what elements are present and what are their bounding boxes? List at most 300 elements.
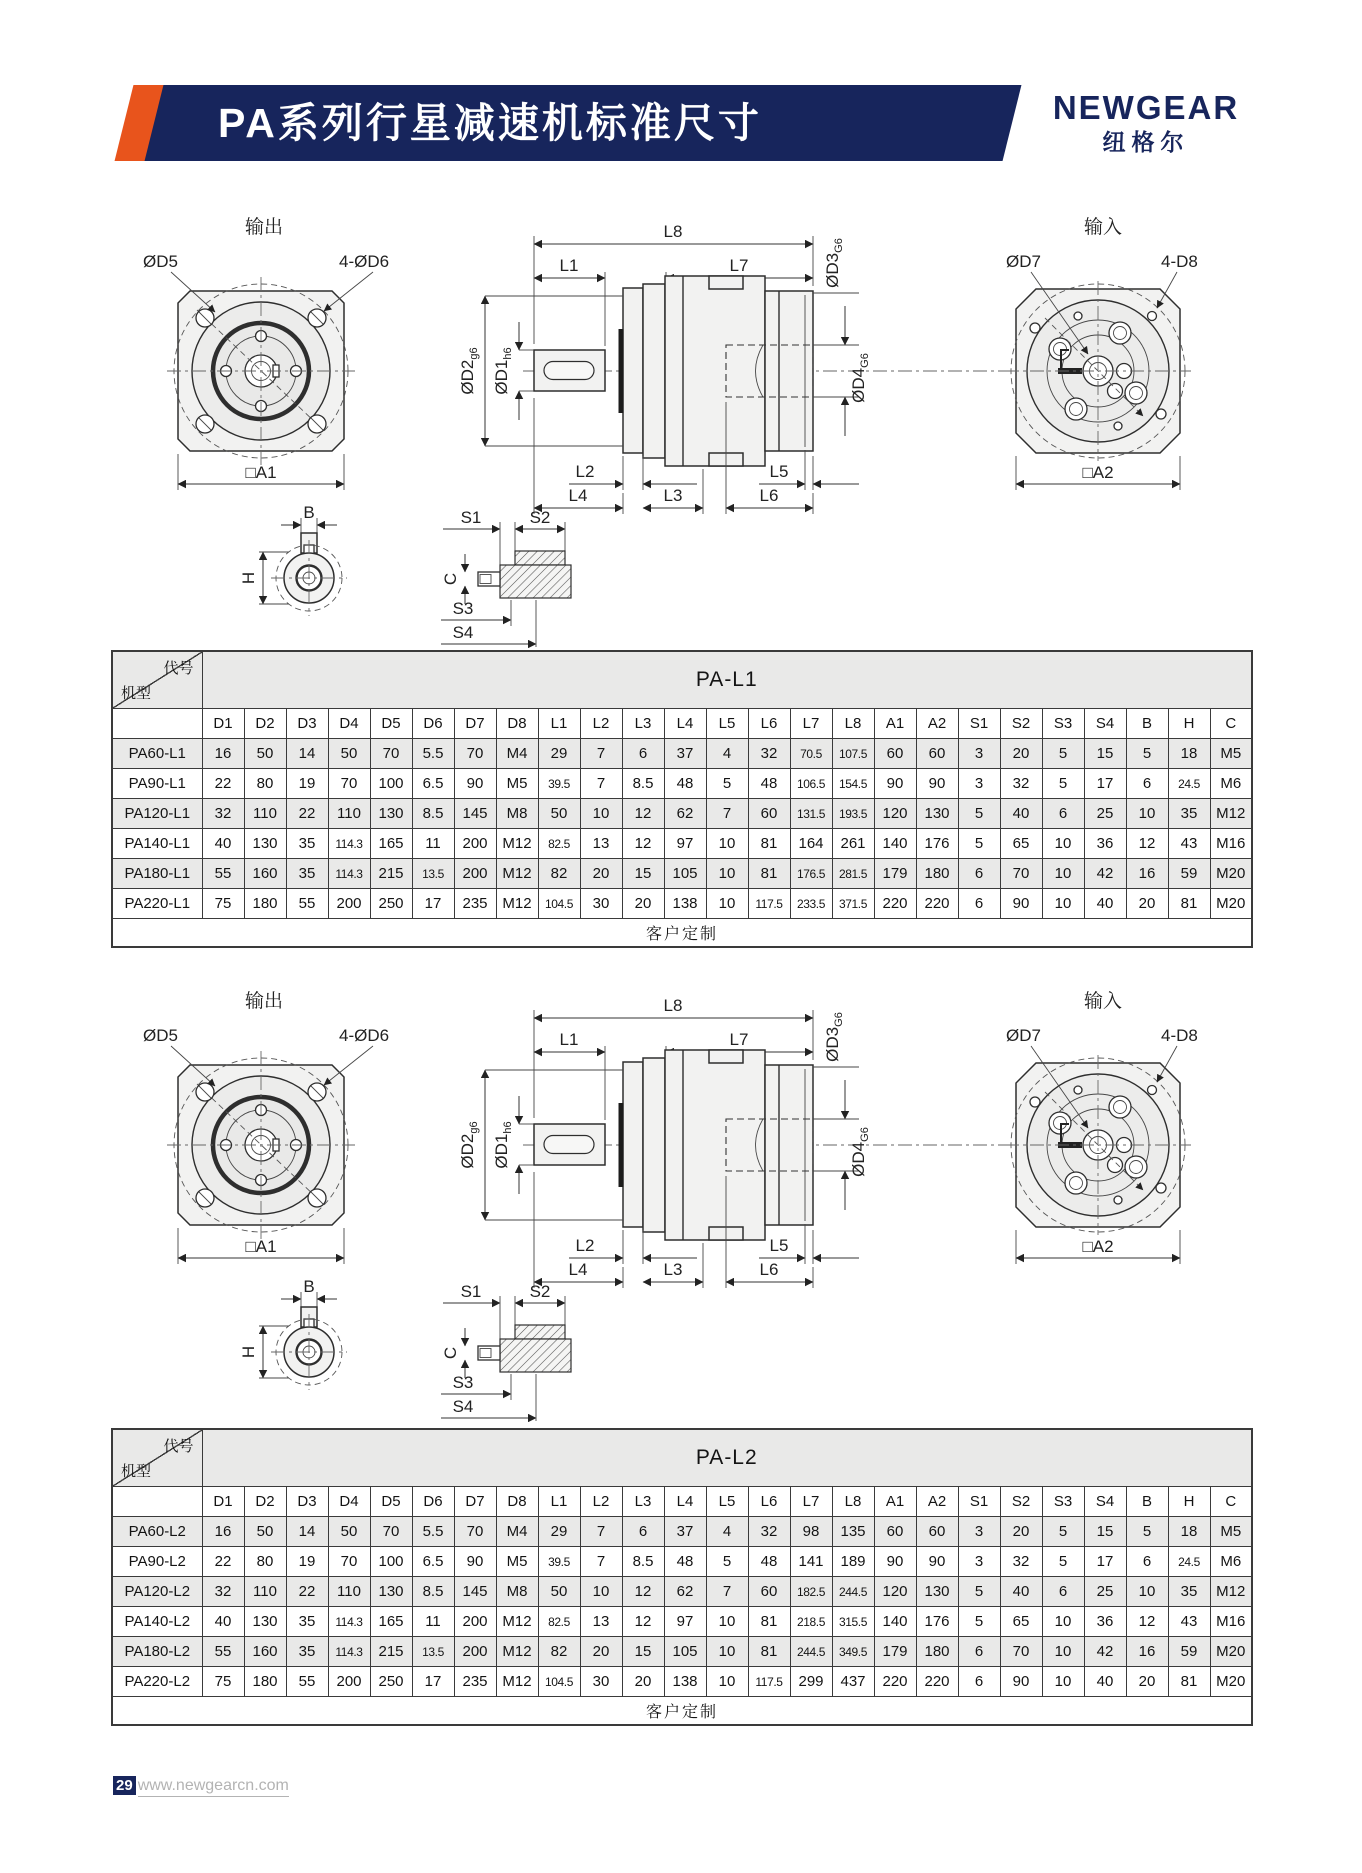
table-value-cell: 6 — [1126, 769, 1168, 799]
table-value-cell: 20 — [580, 1637, 622, 1667]
table-value-cell: 250 — [370, 889, 412, 919]
table-value-cell: 7 — [580, 739, 622, 769]
table-value-cell: 12 — [622, 799, 664, 829]
label-l4: L4 — [568, 1260, 588, 1279]
table-value-cell: 117.5 — [748, 889, 790, 919]
table-value-cell: 80 — [244, 769, 286, 799]
column-header: L4 — [664, 1487, 706, 1517]
column-header: H — [1168, 709, 1210, 739]
table-value-cell: 70.5 — [790, 739, 832, 769]
column-header: D4 — [328, 709, 370, 739]
table-value-cell: 165 — [370, 829, 412, 859]
table-value-cell: M20 — [1210, 1637, 1252, 1667]
table-row — [112, 1517, 1252, 1547]
label-d5: ØD5 — [143, 1026, 178, 1045]
column-header: D8 — [496, 1487, 538, 1517]
table-value-cell: 40 — [1084, 889, 1126, 919]
table-value-cell: 7 — [580, 1517, 622, 1547]
table-value-cell: 32 — [202, 799, 244, 829]
table-value-cell: 7 — [580, 1547, 622, 1577]
label-l5: L5 — [769, 1236, 789, 1255]
table-value-cell: 5 — [1126, 739, 1168, 769]
table-value-cell: 50 — [328, 1517, 370, 1547]
table-value-cell: 32 — [748, 1517, 790, 1547]
table-value-cell: 5 — [1042, 1547, 1084, 1577]
table-value-cell: 10 — [1042, 889, 1084, 919]
table-value-cell: 20 — [1000, 739, 1042, 769]
column-header: D1 — [202, 1487, 244, 1517]
table-value-cell: 105 — [664, 1637, 706, 1667]
column-header: D7 — [454, 709, 496, 739]
table-value-cell: 3 — [958, 739, 1000, 769]
column-header: S3 — [1042, 709, 1084, 739]
table-value-cell: 10 — [1042, 829, 1084, 859]
input-view-title: 输入 — [1083, 217, 1123, 238]
table-value-cell: 110 — [244, 799, 286, 829]
table-value-cell: 8.5 — [412, 799, 454, 829]
table-value-cell: 5 — [706, 1547, 748, 1577]
table-value-cell: 82 — [538, 1637, 580, 1667]
column-header: D5 — [370, 1487, 412, 1517]
table-value-cell: M20 — [1210, 859, 1252, 889]
table-value-cell: 7 — [706, 1577, 748, 1607]
spec-table — [111, 1428, 1253, 1726]
label-a1: □A1 — [245, 463, 277, 482]
table-value-cell: M5 — [496, 769, 538, 799]
brand-logo — [1032, 89, 1260, 157]
label-l6: L6 — [759, 1260, 779, 1279]
table-value-cell: 48 — [664, 769, 706, 799]
table-value-cell: M5 — [1210, 1517, 1252, 1547]
table-value-cell: 16 — [1126, 1637, 1168, 1667]
table-value-cell: 114.3 — [328, 1607, 370, 1637]
corner-label-top: 代号 — [163, 1438, 194, 1455]
table-value-cell: 189 — [832, 1547, 874, 1577]
table-title: PA-L2 — [202, 1429, 1252, 1487]
label-l3: L3 — [663, 486, 683, 505]
table-value-cell: 130 — [370, 1577, 412, 1607]
table-value-cell: 120 — [874, 799, 916, 829]
table-value-cell: 138 — [664, 889, 706, 919]
label-h: H — [239, 571, 258, 585]
column-header: D3 — [286, 709, 328, 739]
table-value-cell: 6 — [1042, 1577, 1084, 1607]
table-value-cell: 20 — [1000, 1517, 1042, 1547]
table-value-cell: 16 — [202, 739, 244, 769]
table-value-cell: 35 — [286, 1607, 328, 1637]
table-value-cell: 70 — [370, 739, 412, 769]
label-d6: 4-ØD6 — [339, 1026, 390, 1045]
column-header: D8 — [496, 709, 538, 739]
table-value-cell: 6.5 — [412, 769, 454, 799]
table-value-cell: 220 — [874, 889, 916, 919]
table-value-cell: M20 — [1210, 889, 1252, 919]
table-value-cell: 8.5 — [412, 1577, 454, 1607]
label-d6: 4-ØD6 — [339, 252, 390, 271]
table-value-cell: 15 — [1084, 739, 1126, 769]
table-value-cell: 60 — [916, 739, 958, 769]
column-header: S2 — [1000, 1487, 1042, 1517]
table-value-cell: 250 — [370, 1667, 412, 1697]
table-value-cell: 5 — [958, 1607, 1000, 1637]
table-value-cell: 90 — [916, 769, 958, 799]
label-a1: □A1 — [245, 1237, 277, 1256]
key-detail-view — [239, 1277, 347, 1390]
corner-label-bottom: 机型 — [121, 1463, 152, 1480]
column-header: D7 — [454, 1487, 496, 1517]
table-value-cell: 50 — [538, 1577, 580, 1607]
label-l7: L7 — [729, 1030, 749, 1049]
table-value-cell: M12 — [496, 1637, 538, 1667]
table-value-cell: 22 — [286, 1577, 328, 1607]
column-header: S1 — [958, 1487, 1000, 1517]
table-model-cell: PA140-L1 — [112, 829, 202, 859]
table-value-cell: 59 — [1168, 1637, 1210, 1667]
table-model-cell: PA220-L1 — [112, 889, 202, 919]
column-header: A1 — [874, 709, 916, 739]
column-header: B — [1126, 1487, 1168, 1517]
side-view — [458, 996, 1019, 1288]
table-value-cell: 18 — [1168, 739, 1210, 769]
label-l7: L7 — [729, 256, 749, 275]
table-value-cell: 5 — [706, 769, 748, 799]
table-value-cell: M4 — [496, 739, 538, 769]
table-value-cell: 90 — [454, 1547, 496, 1577]
table-value-cell: 141 — [790, 1547, 832, 1577]
table-value-cell: 25 — [1084, 1577, 1126, 1607]
label-c: C — [441, 1346, 460, 1360]
table-value-cell: M16 — [1210, 829, 1252, 859]
table-value-cell: 15 — [622, 859, 664, 889]
table-value-cell: 5 — [1126, 1517, 1168, 1547]
input-view — [1005, 990, 1198, 1264]
side-view — [458, 222, 1019, 514]
table-value-cell: 59 — [1168, 859, 1210, 889]
drawing-section-pa-l2 — [111, 962, 1251, 1422]
website-url: www.newgearcn.com — [138, 1776, 289, 1797]
label-c: C — [441, 572, 460, 586]
table-value-cell: M12 — [1210, 799, 1252, 829]
table-value-cell: 6.5 — [412, 1547, 454, 1577]
label-d7: ØD7 — [1006, 252, 1041, 271]
table-value-cell: 182.5 — [790, 1577, 832, 1607]
table-value-cell: 22 — [202, 1547, 244, 1577]
table-value-cell: 200 — [454, 1637, 496, 1667]
table-row — [112, 889, 1252, 919]
table-value-cell: 105 — [664, 859, 706, 889]
corner-label-bottom: 机型 — [121, 685, 152, 702]
table-value-cell: 5.5 — [412, 739, 454, 769]
dimension-table-pa-l1 — [111, 650, 1251, 948]
table-value-cell: 17 — [1084, 769, 1126, 799]
label-d1: $ØD1_{h6}$ — [492, 1121, 514, 1169]
table-value-cell: 114.3 — [328, 829, 370, 859]
table-value-cell: 20 — [580, 859, 622, 889]
column-header: S3 — [1042, 1487, 1084, 1517]
table-value-cell: 10 — [580, 799, 622, 829]
table-value-cell: 114.3 — [328, 859, 370, 889]
column-header: L8 — [832, 1487, 874, 1517]
column-header: L5 — [706, 1487, 748, 1517]
table-value-cell: M5 — [1210, 739, 1252, 769]
table-footer-note: 客户定制 — [112, 919, 1252, 948]
column-header: H — [1168, 1487, 1210, 1517]
table-value-cell: 130 — [244, 1607, 286, 1637]
table-value-cell: 10 — [1042, 1667, 1084, 1697]
table-value-cell: 82.5 — [538, 1607, 580, 1637]
table-model-cell: PA60-L1 — [112, 739, 202, 769]
label-l2: L2 — [575, 462, 595, 481]
table-value-cell: 140 — [874, 829, 916, 859]
table-value-cell: 36 — [1084, 1607, 1126, 1637]
table-model-cell: PA180-L1 — [112, 859, 202, 889]
technical-drawing — [111, 188, 1251, 648]
table-value-cell: 50 — [538, 799, 580, 829]
table-value-cell: 62 — [664, 1577, 706, 1607]
table-value-cell: 176 — [916, 829, 958, 859]
table-value-cell: 107.5 — [832, 739, 874, 769]
column-header: L1 — [538, 1487, 580, 1517]
column-header: L5 — [706, 709, 748, 739]
output-view-title: 输出 — [244, 217, 284, 238]
table-value-cell: 6 — [622, 1517, 664, 1547]
label-l4: L4 — [568, 486, 588, 505]
table-value-cell: 60 — [916, 1517, 958, 1547]
table-value-cell: 13 — [580, 1607, 622, 1637]
table-value-cell: 35 — [1168, 1577, 1210, 1607]
table-value-cell: M8 — [496, 799, 538, 829]
table-value-cell: 13 — [580, 829, 622, 859]
table-value-cell: 81 — [1168, 889, 1210, 919]
table-header-blank — [112, 1487, 202, 1517]
table-value-cell: 220 — [916, 889, 958, 919]
table-value-cell: 90 — [1000, 1667, 1042, 1697]
table-value-cell: 110 — [244, 1577, 286, 1607]
column-header: D2 — [244, 1487, 286, 1517]
table-value-cell: 70 — [370, 1517, 412, 1547]
table-value-cell: 200 — [454, 859, 496, 889]
table-value-cell: 5.5 — [412, 1517, 454, 1547]
corner-label-top: 代号 — [163, 660, 194, 677]
table-value-cell: 32 — [1000, 769, 1042, 799]
table-value-cell: 35 — [286, 859, 328, 889]
table-value-cell: 4 — [706, 1517, 748, 1547]
table-value-cell: 180 — [916, 859, 958, 889]
table-value-cell: 200 — [454, 1607, 496, 1637]
table-value-cell: 50 — [244, 739, 286, 769]
table-value-cell: 12 — [622, 1577, 664, 1607]
table-value-cell: 114.3 — [328, 1637, 370, 1667]
table-value-cell: 25 — [1084, 799, 1126, 829]
column-header: L3 — [622, 709, 664, 739]
table-value-cell: M12 — [496, 1607, 538, 1637]
table-value-cell: 5 — [958, 829, 1000, 859]
table-value-cell: M5 — [496, 1547, 538, 1577]
table-value-cell: 7 — [706, 799, 748, 829]
table-value-cell: 164 — [790, 829, 832, 859]
brand-logo-cn: 纽格尔 — [1102, 129, 1190, 155]
table-value-cell: 160 — [244, 1637, 286, 1667]
table-value-cell: 5 — [1042, 739, 1084, 769]
table-value-cell: 10 — [1042, 1637, 1084, 1667]
spec-table — [111, 650, 1253, 948]
column-header: S1 — [958, 709, 1000, 739]
table-value-cell: 62 — [664, 799, 706, 829]
label-h: H — [239, 1345, 258, 1359]
shaft-section-detail — [441, 508, 571, 647]
output-view — [143, 216, 389, 490]
table-value-cell: 138 — [664, 1667, 706, 1697]
column-header: D6 — [412, 1487, 454, 1517]
table-value-cell: M16 — [1210, 1607, 1252, 1637]
label-s4: S4 — [452, 1397, 474, 1416]
column-header: D2 — [244, 709, 286, 739]
table-value-cell: 17 — [412, 1667, 454, 1697]
table-value-cell: 154.5 — [832, 769, 874, 799]
table-value-cell: 12 — [622, 1607, 664, 1637]
table-value-cell: 90 — [916, 1547, 958, 1577]
label-s1: S1 — [460, 508, 482, 527]
table-value-cell: 6 — [622, 739, 664, 769]
table-value-cell: 7 — [580, 769, 622, 799]
input-view-title: 输入 — [1083, 991, 1123, 1012]
table-value-cell: 4 — [706, 739, 748, 769]
table-value-cell: 70 — [454, 1517, 496, 1547]
table-value-cell: M12 — [1210, 1577, 1252, 1607]
table-value-cell: 5 — [958, 1577, 1000, 1607]
table-value-cell: 235 — [454, 889, 496, 919]
table-header-blank — [112, 709, 202, 739]
table-value-cell: M20 — [1210, 1667, 1252, 1697]
label-l5: L5 — [769, 462, 789, 481]
table-value-cell: 42 — [1084, 859, 1126, 889]
table-value-cell: 10 — [1042, 1607, 1084, 1637]
table-value-cell: 30 — [580, 889, 622, 919]
table-value-cell: 130 — [916, 799, 958, 829]
table-value-cell: 437 — [832, 1667, 874, 1697]
table-value-cell: 60 — [874, 739, 916, 769]
table-value-cell: 81 — [748, 829, 790, 859]
table-value-cell: 11 — [412, 1607, 454, 1637]
column-header: L4 — [664, 709, 706, 739]
column-header: S4 — [1084, 709, 1126, 739]
table-value-cell: 75 — [202, 1667, 244, 1697]
table-value-cell: 60 — [748, 799, 790, 829]
table-value-cell: 97 — [664, 1607, 706, 1637]
table-value-cell: 42 — [1084, 1637, 1126, 1667]
table-value-cell: 117.5 — [748, 1667, 790, 1697]
table-value-cell: 81 — [748, 1637, 790, 1667]
column-header: A2 — [916, 1487, 958, 1517]
table-value-cell: 10 — [1126, 799, 1168, 829]
table-value-cell: 82 — [538, 859, 580, 889]
table-value-cell: 6 — [958, 1637, 1000, 1667]
table-row — [112, 1577, 1252, 1607]
table-value-cell: 70 — [328, 1547, 370, 1577]
table-value-cell: 218.5 — [790, 1607, 832, 1637]
table-value-cell: 39.5 — [538, 1547, 580, 1577]
table-model-cell: PA120-L2 — [112, 1577, 202, 1607]
table-value-cell: 200 — [328, 1667, 370, 1697]
table-value-cell: 371.5 — [832, 889, 874, 919]
table-value-cell: 39.5 — [538, 769, 580, 799]
input-view — [1005, 216, 1198, 490]
table-value-cell: 200 — [328, 889, 370, 919]
table-value-cell: 70 — [454, 739, 496, 769]
column-header: S4 — [1084, 1487, 1126, 1517]
table-value-cell: M6 — [1210, 1547, 1252, 1577]
column-header: D3 — [286, 1487, 328, 1517]
label-l1: L1 — [559, 256, 579, 275]
table-value-cell: 55 — [202, 1637, 244, 1667]
table-value-cell: 70 — [1000, 1637, 1042, 1667]
table-value-cell: 6 — [958, 889, 1000, 919]
column-header: L2 — [580, 1487, 622, 1517]
page-footer — [113, 1776, 289, 1797]
label-d7: ØD7 — [1006, 1026, 1041, 1045]
table-value-cell: 233.5 — [790, 889, 832, 919]
table-value-cell: 48 — [748, 1547, 790, 1577]
table-value-cell: 110 — [328, 1577, 370, 1607]
column-header: B — [1126, 709, 1168, 739]
table-value-cell: 215 — [370, 859, 412, 889]
table-value-cell: 43 — [1168, 829, 1210, 859]
table-value-cell: 43 — [1168, 1607, 1210, 1637]
label-d2: $ØD2_{g6}$ — [458, 347, 480, 395]
label-d2: $ØD2_{g6}$ — [458, 1121, 480, 1169]
drawing-section-pa-l1 — [111, 188, 1251, 648]
table-value-cell: 130 — [916, 1577, 958, 1607]
label-l3: L3 — [663, 1260, 683, 1279]
table-row — [112, 739, 1252, 769]
label-d4: $ØD4_{G6}$ — [849, 353, 871, 403]
table-value-cell: 235 — [454, 1667, 496, 1697]
table-value-cell: 81 — [1168, 1667, 1210, 1697]
table-value-cell: 24.5 — [1168, 769, 1210, 799]
table-value-cell: 36 — [1084, 829, 1126, 859]
table-value-cell: 16 — [1126, 859, 1168, 889]
column-header: L6 — [748, 1487, 790, 1517]
table-value-cell: 20 — [1126, 1667, 1168, 1697]
table-value-cell: 145 — [454, 799, 496, 829]
column-header: A1 — [874, 1487, 916, 1517]
table-value-cell: 40 — [1000, 1577, 1042, 1607]
column-header: L7 — [790, 709, 832, 739]
table-value-cell: 32 — [1000, 1547, 1042, 1577]
table-value-cell: 65 — [1000, 829, 1042, 859]
dimension-table-pa-l2 — [111, 1428, 1251, 1726]
table-value-cell: 29 — [538, 1517, 580, 1547]
table-value-cell: 5 — [1042, 769, 1084, 799]
table-value-cell: 17 — [1084, 1547, 1126, 1577]
table-value-cell: M12 — [496, 859, 538, 889]
table-title: PA-L1 — [202, 651, 1252, 709]
page-header — [0, 85, 1362, 161]
table-value-cell: 8.5 — [622, 769, 664, 799]
table-value-cell: 40 — [1000, 799, 1042, 829]
table-value-cell: 200 — [454, 829, 496, 859]
table-value-cell: 81 — [748, 859, 790, 889]
table-value-cell: 55 — [286, 889, 328, 919]
label-a2: □A2 — [1082, 1237, 1114, 1256]
table-value-cell: 244.5 — [790, 1637, 832, 1667]
column-header: D6 — [412, 709, 454, 739]
table-value-cell: 37 — [664, 1517, 706, 1547]
column-header: L7 — [790, 1487, 832, 1517]
table-value-cell: 104.5 — [538, 889, 580, 919]
table-value-cell: 3 — [958, 769, 1000, 799]
table-value-cell: 10 — [706, 859, 748, 889]
